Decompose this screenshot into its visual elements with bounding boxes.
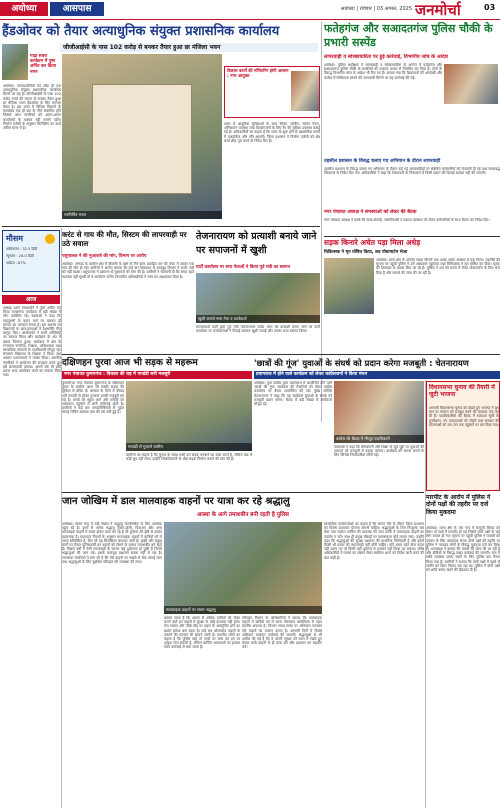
official-portrait xyxy=(291,71,319,111)
students-headline: 'छात्रों की गूंज' युवाओं के संघर्ष को प्रदान करेगा मजबूती : चेतनारायण xyxy=(254,358,469,368)
brand-logo: जनमोर्चा xyxy=(415,1,461,18)
right-top-sub3: नगर पंचायत अध्यक्ष ने समस्याओं को लेकर की बैठक xyxy=(324,210,417,215)
right-mid-photo xyxy=(324,258,374,314)
bottom-body-2: बताया जाता है कि क्षमता से अधिक यात्रियों को लेकर चलने वाले इन वाहनों में सुरक्षा के कोई इंतजाम नहीं होते। तेज रफ्तार और तीखे मोड़ पर वाहन के असंतुलित होने का खतरा हमेशा बना रहता है। कई बार ओवरलोड वाहनों के पलटने की घटनाएं भी सामने आती हैं। स्थानीय लोगों का कहना है कि पुलिस चाहे तो नाकों पर जांच कर इन पर अंकुश लगा सकती है, लेकिन धार्मिक भावनाओं का हवाला देकर कार्रवाई से बचा जाता है। xyxy=(164,616,240,650)
right-top-body: अयोध्या। पुलिस अधीक्षक ने लापरवाही व स्वेच्छाचारिता के आरोप में फतेहगंज और सआदतगंज पुलिस चौकी के प्रभारियों को तत्काल प्रभाव से निलंबित कर दिया है। दोनों के विरुद्ध विभागीय जांच के आदेश भी दिए गए हैं। बताया गया कि शिकायतों की अनदेखी और कर्तव्य में शिथिलता बरतने की जानकारी मिलने पर यह कार्रवाई की गई। xyxy=(324,63,442,80)
road-headline: दक्षिणहन पुरवा आज भी सड़क से महरूम xyxy=(62,358,198,368)
aaj-tag: आज xyxy=(2,295,60,304)
lead-photo xyxy=(62,54,222,219)
right-mid-body: अयोध्या। थाना क्षेत्र के अंतर्गत सड़क किनारे एक अधेड़ अचेत अवस्था में पड़ा मिला। राहगीरों की सूचना पर पहुंची पुलिस ने उसे अस्पताल पहुंचाया जहां चिकित्सक ने मृत घोषित कर दिया। मृतक की शिनाख्त के प्रयास किए जा रहे हैं। पुलिस ने शव को कब्जे में लेकर पोस्टमार्टम के लिए भेज दिया है और मामले की जांच की जा रही है। xyxy=(376,258,500,275)
teja-subhead: पार्टी कार्यालय पर सपा नेताओं ने किया पूर्व मंत्री का स्वागत xyxy=(196,265,290,270)
weather-line-1: अधिकतम : 32.5 डिग्री xyxy=(6,247,38,251)
right-top-photo xyxy=(444,64,498,104)
road-photo-caption: पगडंडी से गुजरते ग्रामीण xyxy=(126,443,252,451)
weather-line-2: न्यूनतम : 26.0 डिग्री xyxy=(6,254,34,258)
lead-body-col1: अयोध्या। जनपदवासियों को शीघ्र ही एक अत्याधुनिक संयुक्त प्रशासनिक कार्यालय मिलने जा रहा है। जीजीआईसी के पास 102 करोड़ रुपये की लागत से बनकर तैयार हुआ छः मंजिला भवन हैंडओवर के लिए लगभग तैयार है। इस भवन में विभिन्न विभागों के कार्यालय एक ही छत के नीचे संचालित होंगे जिससे आम नागरिकों को अलग-अलग कार्यालयों के चक्कर नहीं लगाने पड़ेंगे। निर्माण एजेंसी के अनुसार फिनिशिंग का कार्य अंतिम चरण में है। xyxy=(3,84,61,131)
bottom-body-4: सामाजिक कार्यकर्ताओं का कहना है कि सावन मेले के दौरान जिला प्रशासन को विशेष यातायात योजना बनानी चाहिए। श्रद्धालुओं के लिए निःशुल्क बस सेवा तथा पर्याप्त पार्किंग की व्यवस्था की जाए ताकि वे मालवाहक वाहनों का उपयोग न करें। साथ ही प्रमुख चौराहों पर जागरूकता बोर्ड लगाए जाएं। उन्होंने कहा कि श्रद्धालुओं की सुरक्षा प्रशासन की प्राथमिक जिम्मेदारी है और इसमें किसी भी प्रकार की लापरवाही नहीं होनी चाहिए। यदि समय रहते ठोस कदम नहीं उठाए गए तो किसी बड़ी दुर्घटना से इनकार नहीं किया जा सकता। वरिष्ठ अधिकारियों ने मामले का संज्ञान लेकर संबंधित थानों को निर्देश जारी करने की बात कही है। xyxy=(324,522,424,560)
lead-headline: हैंडओवर को तैयार अत्याधुनिक संयुक्त प्रशासनिक कार्यालय xyxy=(2,24,280,39)
left-box-headline: गाढ़ा सवेरा कार्यक्रम में पुष्प अर्पित कर किया नमन xyxy=(30,54,56,75)
weather-box xyxy=(2,230,60,292)
weather-title: मौसम xyxy=(6,234,24,243)
assault-body: अयोध्या। थाना क्षेत्र के एक गांव में मामूली विवाद को लेकर दो पक्षों में मारपीट हो गई जिसमें दोनों पक्षों के कई लोग घायल हो गए। सूचना पर पहुंची पुलिस ने घायलों को उपचार के लिए अस्पताल भेजा। दोनों पक्षों की तहरीर पर पुलिस ने नामजद लोगों के विरुद्ध मुकदमा दर्ज कर लिया है। थानाध्यक्ष ने बताया कि मामले की जांच की जा रही है और दोषियों के विरुद्ध सख्त कार्रवाई की जाएगी। गांव में शांति व्यवस्था बनाए रखने के लिए पुलिस बल तैनात किया गया है। ग्रामीणों ने बताया कि दोनों पक्षों में पहले से जमीन को लेकर विवाद चल रहा था। पुलिस ने दोनों पक्षों को शांति बनाए रखने की हिदायत दी है। xyxy=(426,526,500,573)
students-photo xyxy=(334,381,424,443)
left-photo xyxy=(2,44,28,80)
edition-line: अयोध्या | रविवार | 03 अगस्त, 2025 xyxy=(340,6,412,12)
road-body-1: कुमारगंज। नगर पंचायत कुमारगंज के दक्षिणहन पुरवा के ग्रामीण आज भी पक्की सड़क की सुविधा से वंचित हैं। बरसात के दिनों में कीचड़ भरी पगडंडी से होकर गुजरना उनकी मजबूरी बन गई है। बच्चों को स्कूल जाने और मरीजों को अस्पताल पहुंचाने में भारी कठिनाई होती है। ग्रामीणों ने कई बार जनप्रतिनिधियों से गुहार लगाई लेकिन समस्या जस की तस बनी हुई है। xyxy=(62,381,124,415)
assault-headline: मारपीट के आरोप में पुलिस ने दोनों पक्षों की तहरीर पर दर्ज किया मुकदमा xyxy=(426,494,491,516)
students-body-2: वक्ताओं ने कहा कि बेरोजगारी और शिक्षा से जुड़े मुद्दों पर युवाओं की आवाज को मजबूती से उठाया जाएगा। कार्यक्रम को सफल बनाने के लिए विभिन्न जिम्मेदारियां सौंपी गईं। xyxy=(334,445,424,458)
right-top-body2: तहसील प्रशासन के विरुद्ध चलाए गए अभियान के दौरान पाई गई लापरवाहियों पर संबंधित कर्मचारियों को चेतावनी दी गई तथा समयबद्ध निस्तारण के निर्देश दिए गए। अधिकारियों ने कहा कि शिकायतों के निस्तारण में किसी प्रकार की ढिलाई बर्दाश्त नहीं की जाएगी। xyxy=(324,167,500,176)
pull-quote-text: विकास कार्यों की मॉनिटरिंग होगी आसान : नगर आयुक्त xyxy=(227,68,289,78)
right-bottom-body: आगामी विधानसभा चुनाव को देखते हुए भाजपा ने बूथ स्तर पर संगठन को मजबूत करने की कवायद तेज कर दी है। पदाधिकारियों की बैठक में मतदाता सूची के पुनरीक्षण, नए मतदाताओं को जोड़ने तथा सरकार की योजनाओं को जन-जन तक पहुंचाने पर बल दिया गया। xyxy=(429,406,499,427)
section-tag-ayodhya: अयोध्या xyxy=(0,2,48,16)
right-bottom-box xyxy=(426,381,500,491)
right-bottom-headline: विधानसभा चुनाव की तैयारी में जुटी भाजपा xyxy=(429,384,495,398)
section-tag-aaspaas: आसपास xyxy=(50,2,104,16)
teja-body: समाजवादी पार्टी द्वारा पूर्व मंत्री तेजनारायण पांडेय पवन को प्रत्याशी बनाए जाने पर पार्टी कार्यालय पर कार्यकर्ताओं ने मिठाई बांटकर खुशी जताई और उनका भव्य स्वागत किया। xyxy=(196,325,320,334)
teja-headline: तेजनारायण को प्रत्याशी बनाये जाने पर सपाजनों में खुशी xyxy=(196,231,317,256)
right-top-body3: नगर पंचायत अध्यक्ष ने कस्बे की साफ-सफाई, जलनिकासी व प्रकाश व्यवस्था को लेकर कर्मचारियों के साथ बैठक कर निर्देश दिए। xyxy=(324,218,490,222)
bottom-photo-caption: मालवाहक वाहनों पर सवार श्रद्धालु xyxy=(164,606,322,614)
karat-body: अयोध्या। जनपद के ग्रामीण क्षेत्र में बिजली के खंभे से गिरे करंट प्रवाहित तार की चपेट में आकर एक गाय की मौत हो गई। ग्रामीणों ने आरोप लगाया कि कई बार शिकायत के बावजूद विभाग ने जर्जर तारों को नहीं बदला। पशुपालक ने प्रशासन से मुआवजे की मांग की है। ग्रामीणों ने चेतावनी दी कि समय रहते व्यवस्था नहीं सुधरी तो वे आंदोलन करेंगे। विभागीय अधिकारियों ने जांच का आश्वासन दिया है। xyxy=(62,262,194,279)
karat-headline: करंट से गाय की मौत, सिस्टम की लापरवाही पर उठे सवाल xyxy=(62,230,187,248)
right-top-sub2: तहसील प्रशासन के विरुद्ध चलाए गए अभियान के दौरान लापरवाही xyxy=(324,159,441,164)
right-top-headline: फतेहगंज और सआदतगंज पुलिस चौकी के प्रभारी सस्पेंड xyxy=(324,22,493,49)
karat-subhead: पशुपालक ने की मुआवजे की मांग, विभाग पर आरोप xyxy=(62,254,147,259)
bottom-body-1: अयोध्या। सावन माह में बड़ी संख्या में श्रद्धालु जलाभिषेक के लिए अयोध्या पहुंच रहे हैं। इनमें से अनेक श्रद्धालु ट्रैक्टर-ट्रॉली, पिकअप और अन्य मालवाहक वाहनों में सवार होकर यात्रा कर रहे हैं जो दुर्घटना की दृष्टि से अत्यंत खतरनाक है। यातायात नियमों के अनुसार मालवाहक वाहनों में यात्रियों को ले जाना प्रतिबंधित है, फिर भी यह सिलसिला लगातार जारी है। हाईवे और प्रमुख मार्गों पर तैनात पुलिसकर्मी इन वाहनों को रोकने के बजाय तमाशबीन बने रहते हैं। पिछले वर्षों में ऐसी लापरवाही के कारण कई दुर्घटनाएं हो चुकी हैं जिनमें श्रद्धालुओं की जान गई। इसके बावजूद प्रशासन सबक नहीं ले रहा है। जागरूक नागरिकों ने मांग की है कि ऐसे वाहनों पर सख्ती से रोक लगाई जाए तथा श्रद्धालुओं के लिए सुरक्षित परिवहन की व्यवस्था की जाए। xyxy=(62,522,162,564)
bottom-subhead: आस्था के आगे तमाशबीन बनी रहती है पुलिस xyxy=(197,512,289,518)
lead-body-col2: भवन में आधुनिक सुविधाओं के साथ लिफ्ट, पार्किंग, सोलर पैनल, अग्निशमन व्यवस्था तथा दिव्यांगजनों के लिए रैंप की सुविधा उपलब्ध कराई गई है। अधिकारियों का कहना है कि भवन के शुरू होने से प्रशासनिक कार्यों में पारदर्शिता और गति आएगी। जिला प्रशासन ने निर्माण एजेंसी को शेष कार्य शीघ्र पूरा करने के निर्देश दिए हैं। xyxy=(224,122,320,143)
teja-photo xyxy=(196,273,320,323)
road-photo xyxy=(126,381,252,451)
teja-photo-caption: खुशी जताते सपा नेता व कार्यकर्ता xyxy=(196,315,320,323)
right-top-subhead: लापरवाही व स्वेच्छाचारिता पर हुई कार्रवाई, विभागीय जांच के आदेश xyxy=(324,54,449,60)
road-body-2: ग्रामीणों का कहना है कि चुनाव के समय सभी दल सड़क बनवाने का वादा करते हैं, लेकिन बाद में कोई सुध नहीं लेता। उन्होंने जिलाधिकारी से शीघ्र सड़क निर्माण कराने की मांग की है। xyxy=(126,453,252,462)
road-subhead: नगर पंचायत कुमारगंज : विकास की राह में पगडंडी बनी मजबूरी xyxy=(62,371,252,379)
sun-icon xyxy=(45,234,55,244)
right-mid-headline: सड़क किनारे अचेत पड़ा मिला अधेड़ xyxy=(324,238,421,247)
bottom-photo xyxy=(164,522,322,614)
right-mid-subhead: चिकित्सक ने मृत घोषित किया, शव पोस्टमार्टम भेजा xyxy=(324,250,408,255)
students-photo-caption: कांग्रेस की बैठक में मौजूद पदाधिकारी xyxy=(334,435,424,443)
bottom-body-3: परिवहन विभाग के अधिकारियों ने बताया कि मालवाहक वाहनों में यात्रियों को ले जाना मोटरयान अधिनियम के तहत दंडनीय अपराध है। विभाग समय-समय पर अभियान चलाकर ऐसे वाहनों का चालान करता है। आगामी दिनों में विशेष अभियान चलाकर कार्रवाई की जाएगी। श्रद्धालुओं से भी अपील की गई है कि वे अपनी सुरक्षा को ध्यान में रखते हुए केवल यात्री वाहनों से ही यात्रा करें और प्रशासन का सहयोग करें। xyxy=(242,616,322,650)
lead-subhead: जीजीआईसी के पास 102 करोड़ से बनकर तैयार हुआ छः मंजिला भवन xyxy=(60,43,318,52)
weather-line-3: आर्द्रता : 87% xyxy=(6,261,27,265)
pull-quote-box xyxy=(224,66,320,118)
bottom-headline: जान जोखिम में डाल मालवाहक वाहनों पर यात्रा कर रहे श्रद्धालु xyxy=(62,496,290,507)
students-body: अयोध्या। युवा कांग्रेस द्वारा प्रयागराज में आयोजित होने वाले 'छात्रों की गूंज' कार्यक्रम की तैयारियों को लेकर कांग्रेस कार्यालय पर बैठक आयोजित की गई। मुख्य अतिथि चेतनारायण ने कहा कि यह कार्यक्रम युवाओं के संघर्ष को मजबूती प्रदान करेगा। बैठक में बड़ी संख्या में कार्यकर्ता मौजूद रहे। xyxy=(254,381,332,407)
lead-photo-caption: नवनिर्मित भवन xyxy=(62,211,222,219)
students-subhead: प्रयागराज में होने वाले कार्यक्रम को लेकर कांग्रेसजनों ने किया मंथन xyxy=(254,371,500,379)
left-col-body: आषाढ़ दर्शन तमाशवनि ने पुष्प अर्पित कर किया मल्यार्पण। कार्यक्रम में बड़ी संख्या में लोग उपस्थित रहे। वक्ताओं ने कहा कि महापुरुषों के बताए मार्ग पर चलकर ही समाज का कल्याण संभव है। इस अवसर पर विद्यालयों के छात्र-छात्राओं ने देशभक्ति गीत प्रस्तुत किए। आयोजकों ने सभी अतिथियों का स्वागत किया और कार्यक्रम के अंत में प्रसाद वितरण हुआ। कार्यक्रम में क्षेत्र के गणमान्य नागरिक, शिक्षक, अभिभावक तथा सामाजिक संगठनों के पदाधिकारी मौजूद रहे। संचालन विद्यालय के शिक्षक ने किया तथा आभार प्रधानाचार्य ने व्यक्त किया। स्थानीय नागरिकों ने आयोजन की सराहना करते हुए इसे प्रेरणादायी बताया। अगले वर्ष भी इसी प्रकार भव्य आयोजन करने का संकल्प लिया गया। xyxy=(3,306,61,378)
page-number: 03 xyxy=(484,3,496,12)
masthead xyxy=(0,0,500,20)
